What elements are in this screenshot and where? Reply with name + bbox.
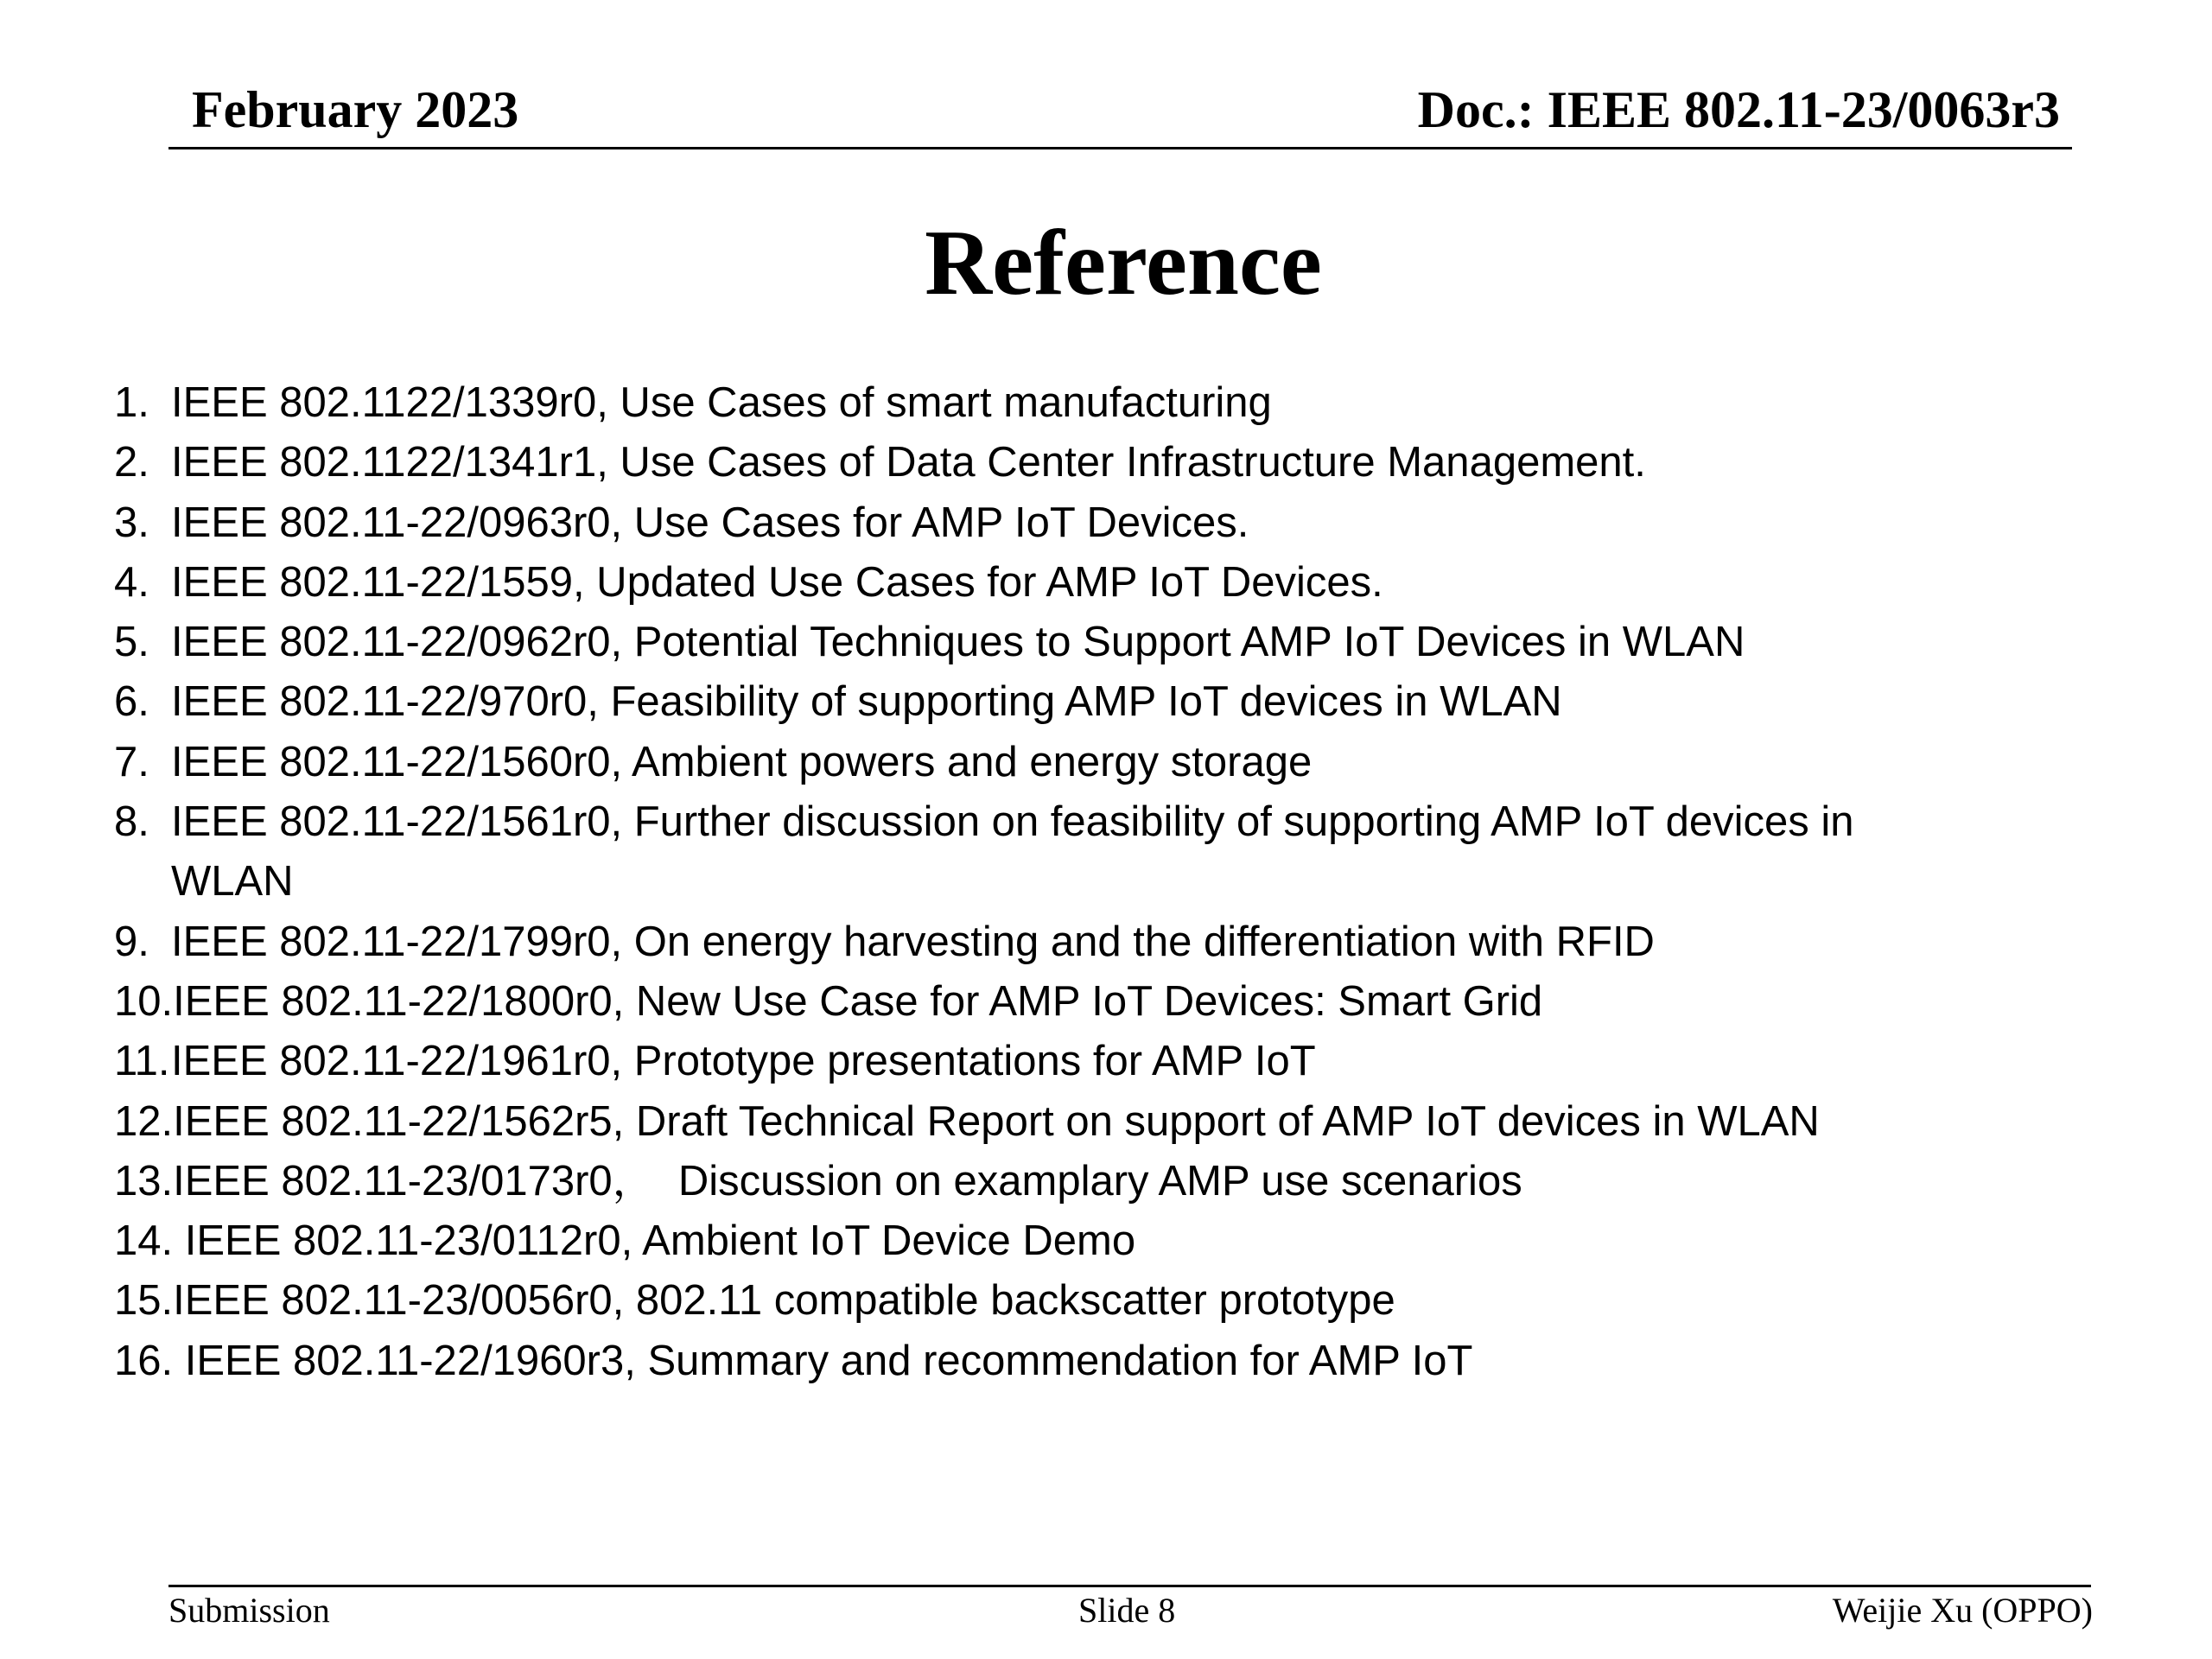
reference-text: IEEE 802.11-22/1559, Updated Use Cases for AMP IoT Devices. (171, 558, 1383, 606)
reference-text: IEEE 802.11-22/1561r0, Further discussion on feasibility of supporting AMP IoT devices in WLAN (171, 798, 1854, 906)
reference-item (114, 733, 2101, 792)
footer-author: Weijie Xu (OPPO) (1832, 1591, 2093, 1630)
reference-text: IEEE 802.11-22/970r0, Feasibility of supporting AMP IoT devices in WLAN (171, 678, 1562, 726)
header-doc-id: Doc.: IEEE 802.11-23/0063r3 (1417, 81, 2060, 138)
reference-item (114, 792, 2101, 912)
reference-number: 14. (114, 1217, 185, 1265)
reference-text: IEEE 802.11-22/0963r0, Use Cases for AMP IoT Devices. (171, 499, 1249, 546)
reference-text: IEEE 802.11-22/1560r0, Ambient powers and energy storage (171, 738, 1313, 785)
reference-text: IEEE 802.11-23/0112r0, Ambient IoT Device Demo (184, 1217, 1136, 1265)
reference-number: 12. (114, 1097, 174, 1145)
reference-number: 10. (114, 977, 174, 1025)
reference-text: IEEE 802.11-22/1562r5, Draft Technical Report on support of AMP IoT devices in WLAN (173, 1097, 1820, 1145)
reference-number: 9. (114, 918, 162, 965)
reference-text: IEEE 802.11-22/1961r0, Prototype presentations for AMP IoT (171, 1038, 1316, 1085)
reference-text: IEEE 802.1122/1339r0, Use Cases of smart manufacturing (171, 379, 1272, 426)
reference-number: 1. (114, 379, 162, 426)
reference-number: 5. (114, 619, 162, 666)
reference-item (114, 912, 2101, 972)
reference-text: IEEE 802.1122/1341r1, Use Cases of Data Center Infrastructure Management. (171, 439, 1646, 486)
reference-text: IEEE 802.11-23/0173r0， Discussion on examplary AMP use scenarios (173, 1157, 1522, 1205)
reference-item (114, 1332, 2101, 1391)
header-divider (168, 147, 2072, 149)
reference-number: 3. (114, 499, 162, 546)
reference-item (114, 972, 2101, 1032)
reference-item (114, 1271, 2101, 1331)
reference-item (114, 1211, 2101, 1271)
footer-slide-number: Slide 8 (1078, 1591, 1176, 1630)
reference-number: 13. (114, 1157, 174, 1205)
reference-item (114, 553, 2101, 613)
reference-text: IEEE 802.11-22/1960r3, Summary and recommendation for AMP IoT (184, 1337, 1473, 1384)
reference-number: 8. (114, 798, 162, 846)
footer-divider (168, 1585, 2091, 1587)
reference-item (114, 1092, 2101, 1152)
reference-list (114, 373, 2101, 1391)
reference-item (114, 373, 2101, 433)
reference-item (114, 613, 2101, 672)
reference-number: 4. (114, 558, 162, 606)
reference-number: 7. (114, 738, 162, 785)
reference-text: IEEE 802.11-22/1800r0, New Use Case for AMP IoT Devices: Smart Grid (173, 977, 1543, 1025)
reference-number: 15. (114, 1277, 174, 1325)
reference-number: 2. (114, 439, 162, 486)
reference-item (114, 1032, 2101, 1091)
reference-item (114, 672, 2101, 732)
reference-number: 16. (114, 1337, 185, 1384)
reference-item (114, 1152, 2101, 1211)
reference-number: 6. (114, 678, 162, 726)
reference-item (114, 433, 2101, 493)
reference-text: IEEE 802.11-22/0962r0, Potential Techniques to Support AMP IoT Devices in WLAN (171, 619, 1745, 666)
footer-submission: Submission (168, 1591, 330, 1630)
reference-text: IEEE 802.11-23/0056r0, 802.11 compatible backscatter prototype (173, 1277, 1395, 1325)
slide-title: Reference (925, 212, 1322, 315)
reference-item (114, 493, 2101, 553)
header-date: February 2023 (192, 81, 519, 138)
reference-number: 11. (114, 1038, 170, 1085)
reference-text: IEEE 802.11-22/1799r0, On energy harvesting and the differentiation with RFID (171, 918, 1655, 965)
